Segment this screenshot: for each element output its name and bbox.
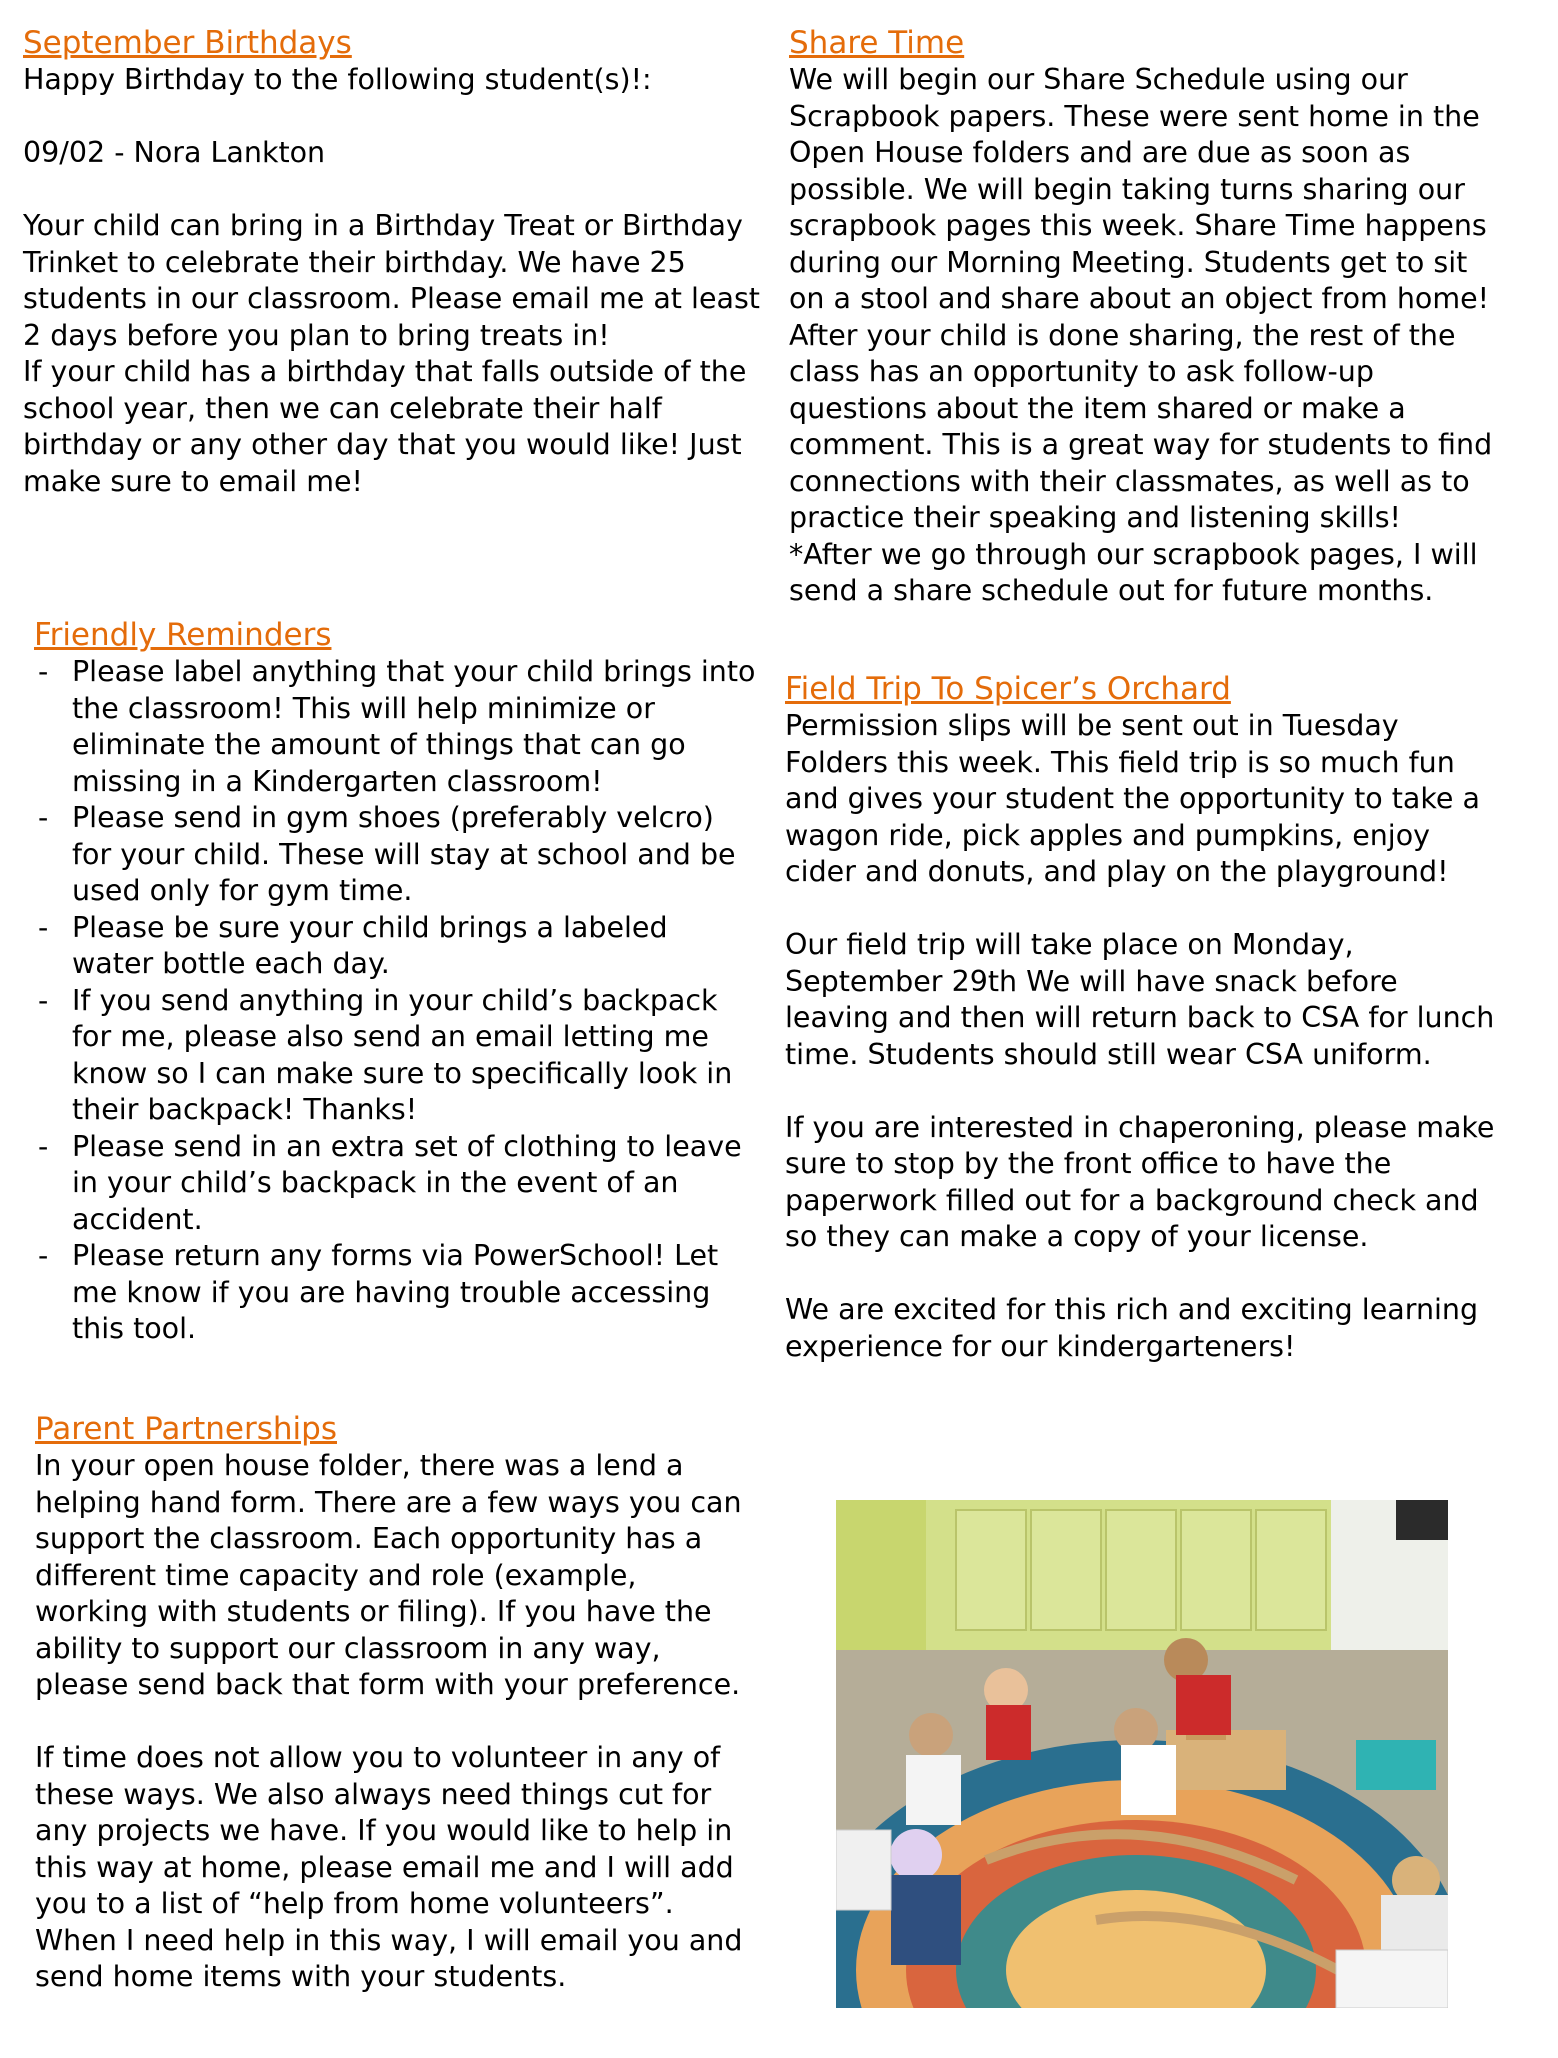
reminders-list: [34, 654, 756, 1348]
partnerships-heading: Parent Partnerships: [35, 1411, 337, 1447]
birthdays-heading: September Birthdays: [23, 25, 352, 61]
field-trip-paragraph: If you are interested in chaperoning, please make sure to stop by the front office to have the paperwork filled out for a background check and so they can make a copy of your license.: [785, 1110, 1495, 1253]
reminder-item: - Please send in gym shoes (preferably velcro) for your child. These will stay at school and be used only for gym time.: [34, 800, 756, 910]
reminder-item: - Please label anything that your child brings into the classroom! This will help minimize or eliminate the amount of things that can go missing in a Kindergarten classroom!: [34, 654, 756, 800]
share-time-heading: Share Time: [789, 25, 965, 61]
reminder-item: - Please send in an extra set of clothing to leave in your child’s backpack in the event of an accident.: [34, 1129, 756, 1239]
birthdays-body: Your child can bring in a Birthday Treat or Birthday Trinket to celebrate their birthday. We have 25 students in our classroom. Please email me at least 2 days before you plan to bring treats in! If your child has a birthday that falls outside of the school year, then we can celebrate their half birthday or any other day that you would like! Just make sure to email me!: [23, 209, 760, 498]
reminder-item: - Please be sure your child brings a labeled water bottle each day.: [34, 910, 756, 983]
partnerships-section: [35, 1410, 755, 1996]
field-trip-paragraph: We are excited for this rich and exciting learning experience for our kindergarteners!: [785, 1293, 1479, 1363]
partnerships-paragraph: If time does not allow you to volunteer in any of these ways. We also always need things cut for any projects we have. If you would like to help in this way at home, please email me and I will add you to a list of “help from home volunteers”. When I need help in this way, I will email you and send home items with your students.: [35, 1741, 743, 1993]
partnerships-paragraph: In your open house folder, there was a lend a helping hand form. There are a few ways you can support the classroom. Each opportunity has a different time capacity and role (example, working with students or filing). If you have the ability to support our classroom in any way, please send back that form with your preference.: [35, 1449, 742, 1701]
classroom-photo: [836, 1500, 1448, 2008]
share-time-section: [789, 24, 1509, 610]
birthday-entry: 09/02 - Nora Lankton: [23, 136, 326, 169]
reminders-section: [34, 616, 756, 1348]
reminder-item: - If you send anything in your child’s backpack for me, please also send an email letting me know so I can make sure to specifically look in their backpack! Thanks!: [34, 983, 756, 1129]
reminders-heading: Friendly Reminders: [34, 617, 332, 653]
birthdays-section: [23, 24, 763, 500]
field-trip-paragraph: Our field trip will take place on Monday, September 29th We will have snack before leaving and then will return back to CSA for lunch time. Students should still wear CSA uniform.: [785, 928, 1495, 1071]
field-trip-paragraph: Permission slips will be sent out in Tuesday Folders this week. This field trip is so much fun and gives your student the opportunity to take a wagon ride, pick apples and pumpkins, enjoy cider and donuts, and play on the playground!: [785, 709, 1480, 888]
field-trip-heading: Field Trip To Spicer’s Orchard: [785, 671, 1231, 707]
share-time-body: We will begin our Share Schedule using our Scrapbook papers. These were sent home in the Open House folders and are due as soon as possible. We will begin taking turns sharing our scrapbook pages this week. Share Time happens during our Morning Meeting. Students get to sit on a stool and share about an object from home! After your child is done sharing, the rest of the class has an opportunity to ask follow-up questions about the item shared or make a comment. This is a great way for students to find connections with their classmates, as well as to practice their speaking and listening skills! *After we go through our scrapbook pages, I will send a share schedule out for future months.: [789, 63, 1493, 607]
reminder-item: - Please return any forms via PowerSchool! Let me know if you are having trouble accessing this tool.: [34, 1238, 756, 1348]
birthdays-intro: Happy Birthday to the following student(s)!:: [23, 63, 652, 96]
field-trip-section: [785, 670, 1505, 1365]
